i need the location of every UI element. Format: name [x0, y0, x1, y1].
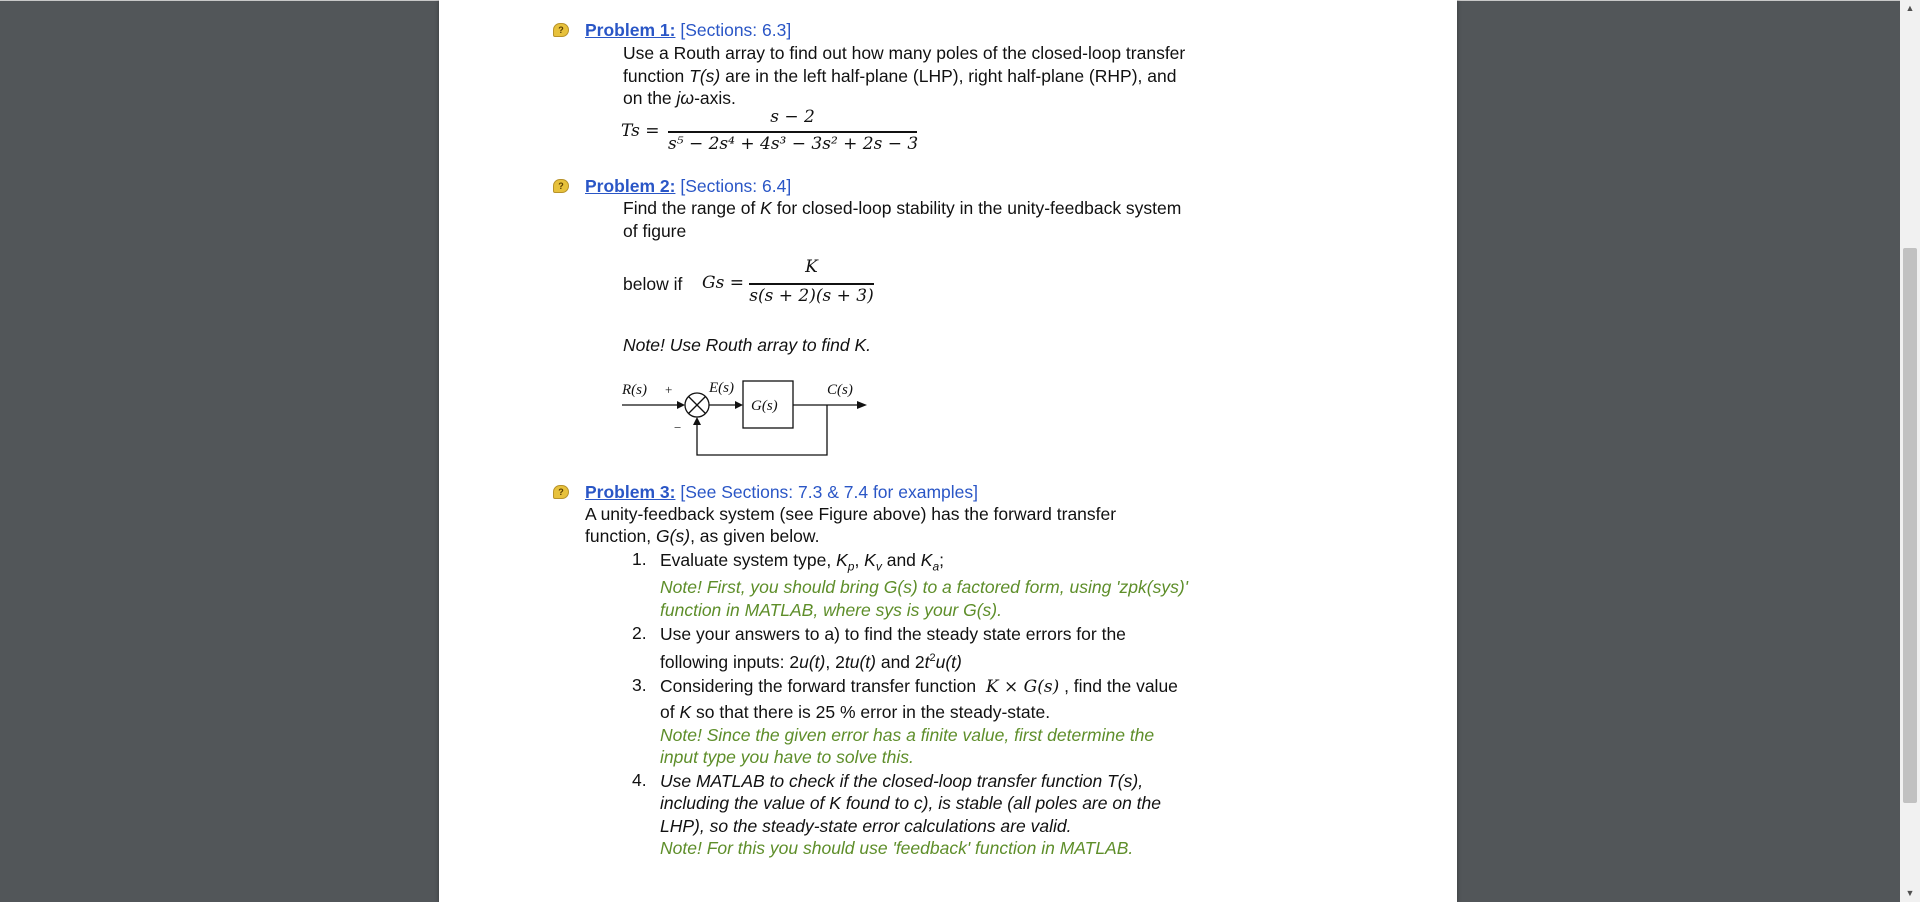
text: , — [854, 550, 865, 570]
math: tu(t) — [844, 651, 876, 672]
math: u(t) — [935, 651, 962, 672]
list-number-3: 3. — [632, 675, 647, 695]
block-diagram — [619, 375, 879, 460]
minus-sign: − — [674, 420, 682, 435]
e-label: E(s) — [709, 380, 734, 396]
eq2-denominator-text: s(s + 2)(s + 3) — [749, 286, 874, 306]
g-block-label: G(s) — [751, 398, 778, 414]
list-item-4-note: Note! For this you should use 'feedback' function in MATLAB. — [660, 838, 1134, 858]
math-kp: K — [836, 550, 848, 570]
text: -axis. — [694, 88, 736, 108]
list-number-2: 2. — [632, 623, 647, 643]
scrollbar-thumb[interactable] — [1903, 248, 1917, 803]
math-kv-sub: v — [875, 559, 882, 574]
problem-3-line-2 — [585, 525, 819, 547]
math-k-times-g: K × G(s) — [985, 677, 1060, 697]
list-item-3-note-line-1: Note! Since the given error has a finite value, first determine the — [660, 725, 1155, 745]
text: , find the value — [1064, 676, 1178, 696]
math-ka: K — [920, 550, 933, 570]
list-item-4-line-2: including the value of K found to c), is stable (all poles are on the — [660, 793, 1161, 813]
list-item-2-line-2 — [660, 647, 962, 673]
output-arrowhead — [857, 401, 867, 409]
c-label: C(s) — [827, 382, 853, 398]
scroll-down-arrow-icon[interactable]: ▼ — [1905, 888, 1915, 898]
problem-1-header — [585, 19, 791, 41]
list-item-1-text — [660, 549, 944, 578]
text: , 2 — [825, 651, 845, 672]
eq2-numerator: K — [805, 257, 818, 277]
plus-sign: + — [665, 382, 673, 397]
text: ; — [939, 550, 945, 570]
math-jw: jω — [676, 88, 695, 108]
problem-1-line-1: Use a Routh array to find out how many poles of the closed-loop transfer — [623, 43, 1186, 63]
math: t — [924, 651, 930, 672]
text: of — [660, 702, 680, 722]
eq2-fraction-bar — [749, 283, 874, 285]
problem-2-title[interactable]: Problem 2: — [585, 176, 676, 196]
scroll-up-arrow-icon[interactable]: ▲ — [1905, 3, 1915, 13]
problem-3-title[interactable]: Problem 3: — [585, 482, 676, 502]
list-item-3-note-line-2: input type you have to solve this. — [660, 747, 914, 767]
text: on the — [623, 88, 677, 108]
text: function, — [585, 526, 657, 546]
feedback-arrowhead — [693, 417, 701, 425]
r-label: R(s) — [622, 382, 647, 398]
problem-3-line-1: A unity-feedback system (see Figure above) has the forward transfer — [585, 504, 1117, 524]
math-kv: K — [864, 550, 876, 570]
problem-2-sections: [Sections: 6.4] — [680, 176, 792, 196]
text: and 2 — [875, 651, 925, 672]
problem-1-title[interactable]: Problem 1: — [585, 20, 676, 40]
text: are in the left half-plane (LHP), right half-plane (RHP), and — [720, 66, 1177, 86]
text: , as given below. — [690, 526, 820, 546]
vertical-scrollbar[interactable] — [1900, 0, 1920, 902]
math-g: G(s) — [656, 526, 691, 546]
math-k: K — [760, 198, 772, 218]
text: so that there is 25 % error in the steady-state. — [691, 702, 1051, 722]
list-item-3-line-1 — [660, 675, 1178, 698]
document-page — [439, 0, 1457, 902]
text: for closed-loop stability in the unity-feedback system — [771, 198, 1182, 218]
text: Considering the forward transfer function — [660, 676, 977, 696]
problem-1-sections: [Sections: 6.3] — [680, 20, 792, 40]
math: u(t) — [799, 651, 826, 672]
text: Find the range of — [623, 198, 761, 218]
text: Evaluate system type, — [660, 550, 837, 570]
comment-note-icon[interactable]: ? — [553, 23, 569, 37]
list-item-1-note-line-2: function in MATLAB, where sys is your G(s). — [660, 600, 1003, 620]
list-item-3-line-2 — [660, 701, 1050, 723]
list-item-4-line-3: LHP), so the steady-state error calculations are valid. — [660, 816, 1072, 836]
eq2-lhs: Gs = — [702, 273, 744, 293]
problem-1-line-3 — [623, 87, 736, 109]
eq1-numerator: s − 2 — [770, 107, 815, 127]
list-number-4: 4. — [632, 770, 647, 790]
below-if-text: below if — [623, 274, 683, 294]
text: and — [881, 550, 921, 570]
comment-note-icon[interactable]: ? — [553, 485, 569, 499]
math-k: K — [679, 702, 692, 722]
comment-note-icon[interactable]: ? — [553, 179, 569, 193]
problem-3-sections: [See Sections: 7.3 & 7.4 for examples] — [680, 482, 978, 502]
text: following inputs: 2 — [660, 651, 800, 672]
eq2-denominator — [749, 286, 874, 306]
list-item-1-note-line-1: Note! First, you should bring G(s) to a factored form, using 'zpk(sys)' — [660, 577, 1188, 597]
eq1-denominator: s⁵ − 2s⁴ + 4s³ − 3s² + 2s − 3 — [668, 134, 919, 154]
problem-1-line-2 — [623, 65, 1176, 87]
problem-2-header — [585, 175, 791, 197]
superscript: 2 — [929, 652, 936, 664]
list-number-1: 1. — [632, 549, 647, 569]
problem-3-header — [585, 481, 978, 503]
list-item-4-line-1: Use MATLAB to check if the closed-loop transfer function T(s), — [660, 771, 1144, 791]
eq1-fraction-bar — [668, 131, 917, 133]
eq1-lhs: Ts = — [621, 121, 660, 141]
math-ts: T(s) — [689, 66, 721, 86]
error-arrowhead — [735, 401, 743, 409]
input-arrowhead — [677, 401, 685, 409]
list-item-2-line-1: Use your answers to a) to find the steady state errors for the — [660, 624, 1126, 644]
problem-2-note: Note! Use Routh array to find K. — [623, 335, 872, 355]
problem-2-line-2: of figure — [623, 221, 687, 241]
text: function — [623, 66, 690, 86]
math-ka-sub: a — [932, 559, 940, 574]
problem-2-line-1 — [623, 197, 1181, 219]
math-kp-sub: p — [847, 559, 855, 574]
